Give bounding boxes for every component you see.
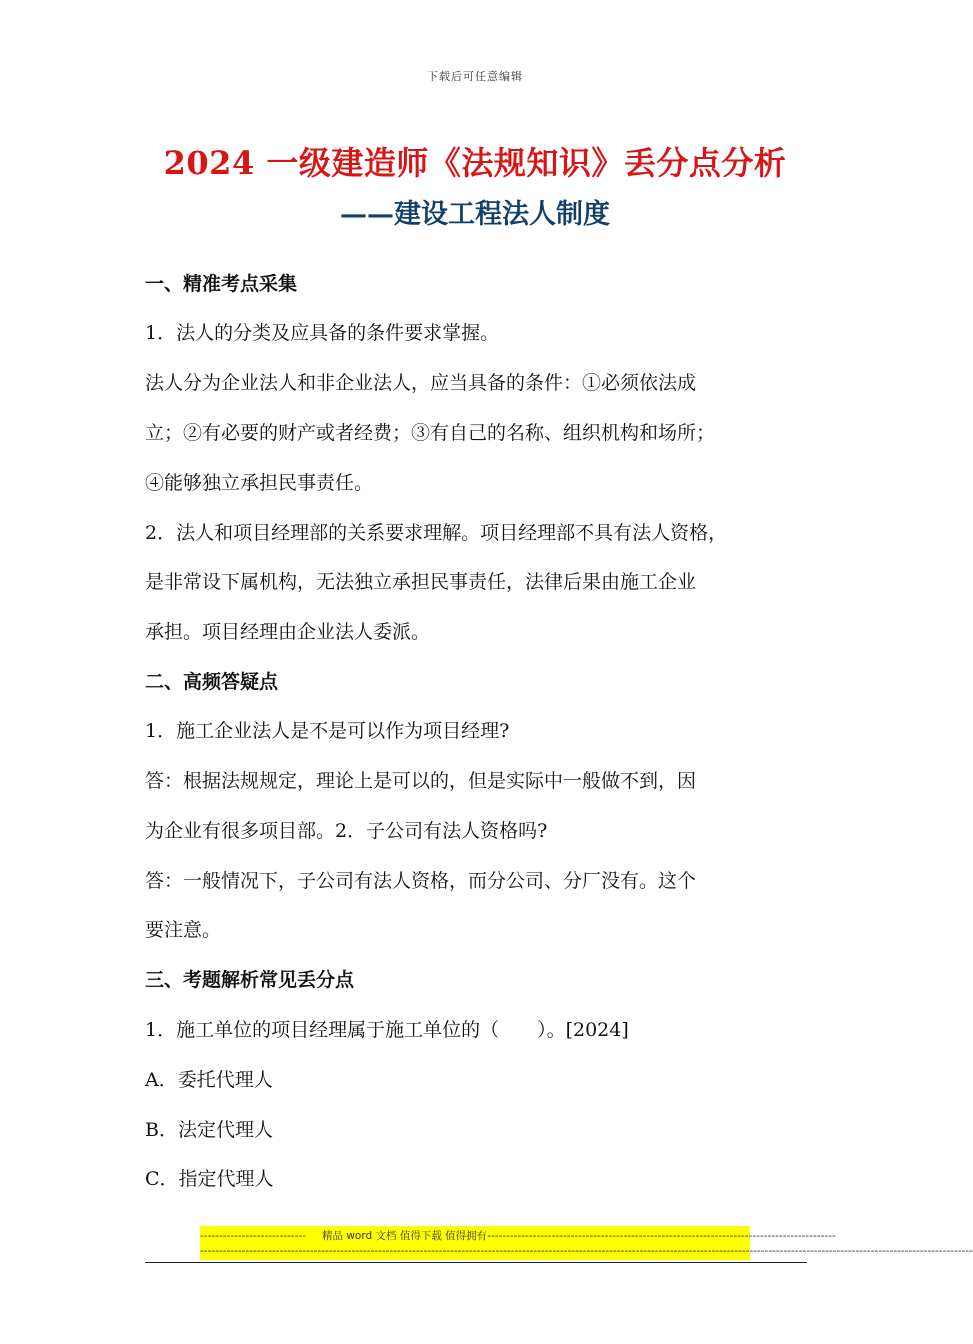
section-heading-3: 三、考题解析常见丢分点 <box>145 969 355 991</box>
paragraph: 立；②有必要的财产或者经费；③有自己的名称、组织机构和场所； <box>145 422 716 444</box>
option-c: C．指定代理人 <box>145 1168 274 1190</box>
footer-banner-text: 精品 word 文档 值得下载 值得拥有 <box>322 1230 488 1242</box>
document-subtitle: ——建设工程法人制度 <box>340 199 610 230</box>
section-heading-1: 一、精准考点采集 <box>145 273 298 295</box>
paragraph: 1．法人的分类及应具备的条件要求掌握。 <box>145 322 500 344</box>
paragraph: 是非常设下属机构，无法独立承担民事责任，法律后果由施工企业 <box>145 571 697 593</box>
paragraph: 法人分为企业法人和非企业法人，应当具备的条件：①必须依法成 <box>145 372 697 394</box>
footer-banner <box>200 1226 973 1260</box>
footer-dashes-left: ---------------------------- <box>200 1229 307 1242</box>
answer: 要注意。 <box>145 919 222 941</box>
paragraph: 2．法人和项目经理部的关系要求理解。项目经理部不具有法人资格， <box>145 522 728 544</box>
footer-banner-line <box>200 1228 836 1243</box>
header-note: 下载后可任意编辑 <box>427 70 523 83</box>
answer: 为企业有很多项目部。2．子公司有法人资格吗? <box>145 820 548 842</box>
paragraph: ④能够独立承担民事责任。 <box>145 472 374 494</box>
option-a: A．委托代理人 <box>145 1069 273 1091</box>
paragraph: 承担。项目经理由企业法人委派。 <box>145 621 431 643</box>
footer-divider <box>145 1262 807 1263</box>
answer: 答：一般情况下，子公司有法人资格，而分公司、分厂没有。这个 <box>145 870 697 892</box>
footer-dashes-line2: ------------------------------------------------------------------------------------------------------------------------------------------------------------------------------------------------------------ <box>200 1245 973 1257</box>
answer: 答：根据法规规定，理论上是可以的，但是实际中一般做不到，因 <box>145 770 697 792</box>
question: 1．施工企业法人是不是可以作为项目经理? <box>145 720 510 742</box>
document-title: 2024 一级建造师《法规知识》丢分点分析 <box>163 144 787 182</box>
section-heading-2: 二、高频答疑点 <box>145 671 279 693</box>
option-b: B．法定代理人 <box>145 1119 273 1141</box>
footer-dashes-right: -------------------------------------------------------------------------------------------- <box>487 1229 836 1242</box>
exam-question: 1．施工单位的项目经理属于施工单位的（ ）。[2024] <box>145 1019 629 1041</box>
